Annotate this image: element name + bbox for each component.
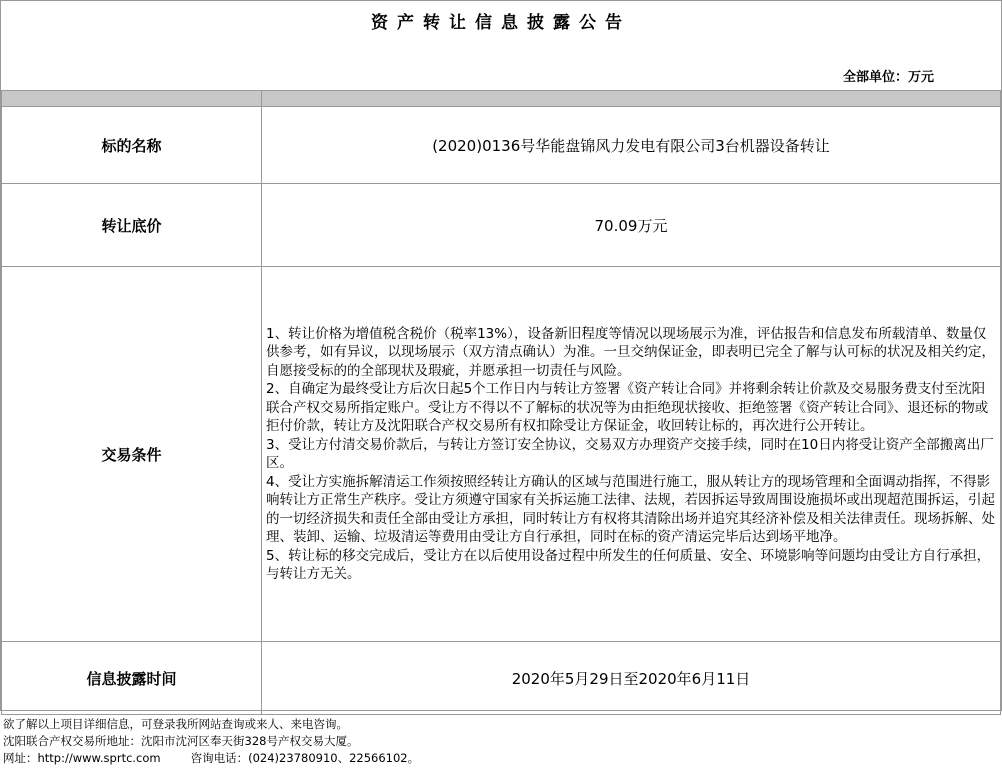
table-row-name: [2, 107, 1001, 184]
header-cell-right: [262, 91, 1001, 107]
table-header-row: [2, 91, 1001, 107]
condition-item-2: 2、自确定为最终受让方后次日起5个工作日内与转让方签署《资产转让合同》并将剩余转让价款及交易服务费支付至沈阳联合产权交易所指定账户。受让方不得以不了解标的状况等为由拒绝现状接收、拒绝签署《资产转让合同》、退还标的物或拒付价款，转让方及沈阳联合产权交易所有权扣除受让方保证金，收回转让标的，再次进行公开转让。: [266, 381, 989, 434]
row-value-period: 2020年5月29日至2020年6月11日: [262, 642, 1001, 715]
condition-item-3: 3、受让方付清交易价款后，与转让方签订安全协议，交易双方办理资产交接手续，同时在10日内将受让资产全部搬离出厂区。: [266, 436, 994, 471]
page-title: 资产转让信息披露公告: [371, 13, 631, 33]
notice-table: [1, 90, 1001, 715]
table-row-period: [2, 642, 1001, 715]
footer-website: 网址：http://www.sprtc.com: [3, 751, 161, 765]
table-row-conditions: [2, 267, 1001, 642]
unit-note: 全部单位：万元: [842, 70, 934, 85]
footer-info: [3, 716, 419, 767]
condition-item-1: 1、转让价格为增值税含税价（税率13%），设备新旧程度等情况以现场展示为准，评估报告和信息发布所载清单、数量仅供参考，如有异议，以现场展示（双方清点确认）为准。一旦交纳保证金，即表明已完全了解与认可标的状况及相关约定，自愿接受标的的全部现状及瑕疵，并愿承担一切责任与风险。: [266, 325, 995, 379]
condition-item-5: 5、转让标的移交完成后，受让方在以后使用设备过程中所发生的任何质量、安全、环境影响等问题均由受让方自行承担，与转让方无关。: [266, 547, 991, 582]
footer-line-address: 沈阳联合产权交易所地址：沈阳市沈河区奉天街328号产权交易大厦。: [3, 734, 359, 748]
footer-phone: 咨询电话：(024)23780910、22566102。: [190, 751, 420, 765]
table-row-price: [2, 184, 1001, 267]
row-label-price: 转让底价: [2, 184, 262, 267]
row-value-price: 70.09万元: [262, 184, 1001, 267]
row-value-name: (2020)0136号华能盘锦风力发电有限公司3台机器设备转让: [262, 107, 1001, 184]
condition-item-4: 4、受让方实施拆解清运工作须按照经转让方确认的区域与范围进行施工，服从转让方的现场管理和全面调动指挥，不得影响转让方正常生产秩序。受让方须遵守国家有关拆运施工法律、法规，若因拆运导致周围设施损坏或出现超范围拆运，引起的一切经济损失和责任全部由受让方承担，同时转让方有权将其清除出场并追究其经济补偿及相关法律责任。现场拆解、处理、装卸、运输、垃圾清运等费用由受让方自行承担，同时在标的资产清运完毕后达到场平地净。: [266, 473, 995, 545]
footer-line-contact: [3, 750, 419, 767]
header-cell-left: [2, 91, 262, 107]
row-label-conditions: 交易条件: [2, 267, 262, 642]
row-value-conditions: [262, 267, 1001, 642]
row-label-period: 信息披露时间: [2, 642, 262, 715]
footer-line-inquiry: 欲了解以上项目详细信息，可登录我所网站查询或来人、来电咨询。: [3, 717, 348, 731]
row-label-name: 标的名称: [2, 107, 262, 184]
